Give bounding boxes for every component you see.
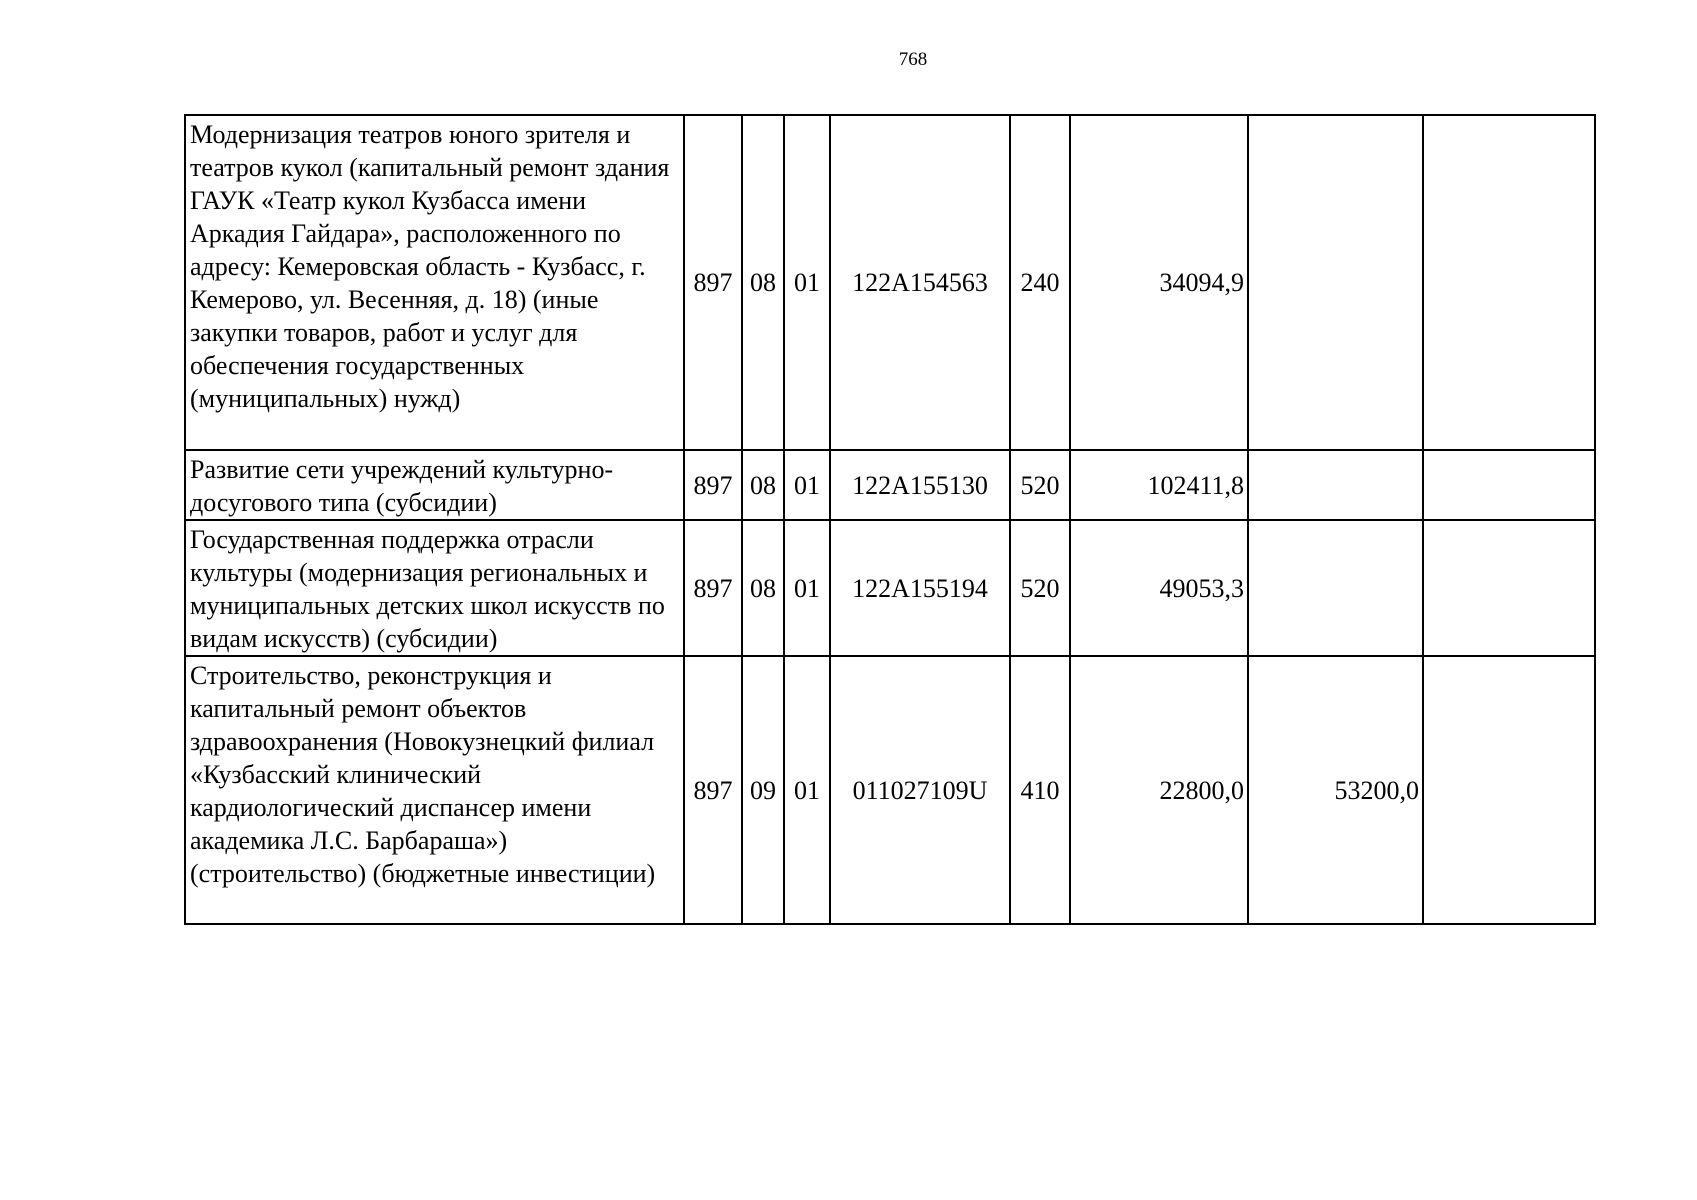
- row-amount-year3: [1423, 520, 1595, 656]
- row-amount-year3: [1423, 115, 1595, 450]
- row-expense-type: 240: [1010, 115, 1070, 450]
- row-target-code: 122А154563: [830, 115, 1010, 450]
- row-amount-year2: [1248, 450, 1423, 520]
- row-amount-year2: [1248, 520, 1423, 656]
- row-expense-type: 520: [1010, 450, 1070, 520]
- row-section-code: 09: [742, 656, 784, 924]
- row-amount-year2: [1248, 115, 1423, 450]
- budget-table: [184, 114, 1596, 925]
- row-expense-type: 520: [1010, 520, 1070, 656]
- row-admin-code: 897: [684, 656, 742, 924]
- row-amount-year1: 22800,0: [1070, 656, 1248, 924]
- row-amount-year3: [1423, 450, 1595, 520]
- row-admin-code: 897: [684, 115, 742, 450]
- row-expense-type: 410: [1010, 656, 1070, 924]
- row-amount-year1: 34094,9: [1070, 115, 1248, 450]
- table-row: [185, 520, 1595, 656]
- row-target-code: 011027109U: [830, 656, 1010, 924]
- row-name: Государственная поддержка отрасли культуры (модернизация региональных и муниципальных детских школ искусств по видам искусств) (субсидии): [185, 520, 684, 656]
- row-subsection-code: 01: [784, 656, 830, 924]
- row-name: Развитие сети учреждений культурно-досугового типа (субсидии): [185, 450, 684, 520]
- row-subsection-code: 01: [784, 450, 830, 520]
- row-target-code: 122А155130: [830, 450, 1010, 520]
- row-amount-year1: 102411,8: [1070, 450, 1248, 520]
- row-section-code: 08: [742, 115, 784, 450]
- row-amount-year1: 49053,3: [1070, 520, 1248, 656]
- table-row: [185, 656, 1595, 924]
- row-section-code: 08: [742, 450, 784, 520]
- row-subsection-code: 01: [784, 115, 830, 450]
- row-name: Строительство, реконструкция и капитальный ремонт объектов здравоохранения (Новокузнецкий филиал «Кузбасский клинический кардиологический диспансер имени академика Л.С. Барбараша») (строительство) (бюджетные инвестиции): [185, 656, 684, 924]
- table-row: [185, 450, 1595, 520]
- row-admin-code: 897: [684, 450, 742, 520]
- row-amount-year2: 53200,0: [1248, 656, 1423, 924]
- row-section-code: 08: [742, 520, 784, 656]
- row-target-code: 122А155194: [830, 520, 1010, 656]
- row-subsection-code: 01: [784, 520, 830, 656]
- row-amount-year3: [1423, 656, 1595, 924]
- page-number: 768: [898, 49, 928, 70]
- row-name: Модернизация театров юного зрителя и театров кукол (капитальный ремонт здания ГАУК «Театр кукол Кузбасса имени Аркадия Гайдара», расположенного по адресу: Кемеровская область - Кузбасс, г. Кемерово, ул. Весенняя, д. 18) (иные закупки товаров, работ и услуг для обеспечения государственных (муниципальных) нужд): [185, 115, 684, 450]
- table-row: [185, 115, 1595, 450]
- row-admin-code: 897: [684, 520, 742, 656]
